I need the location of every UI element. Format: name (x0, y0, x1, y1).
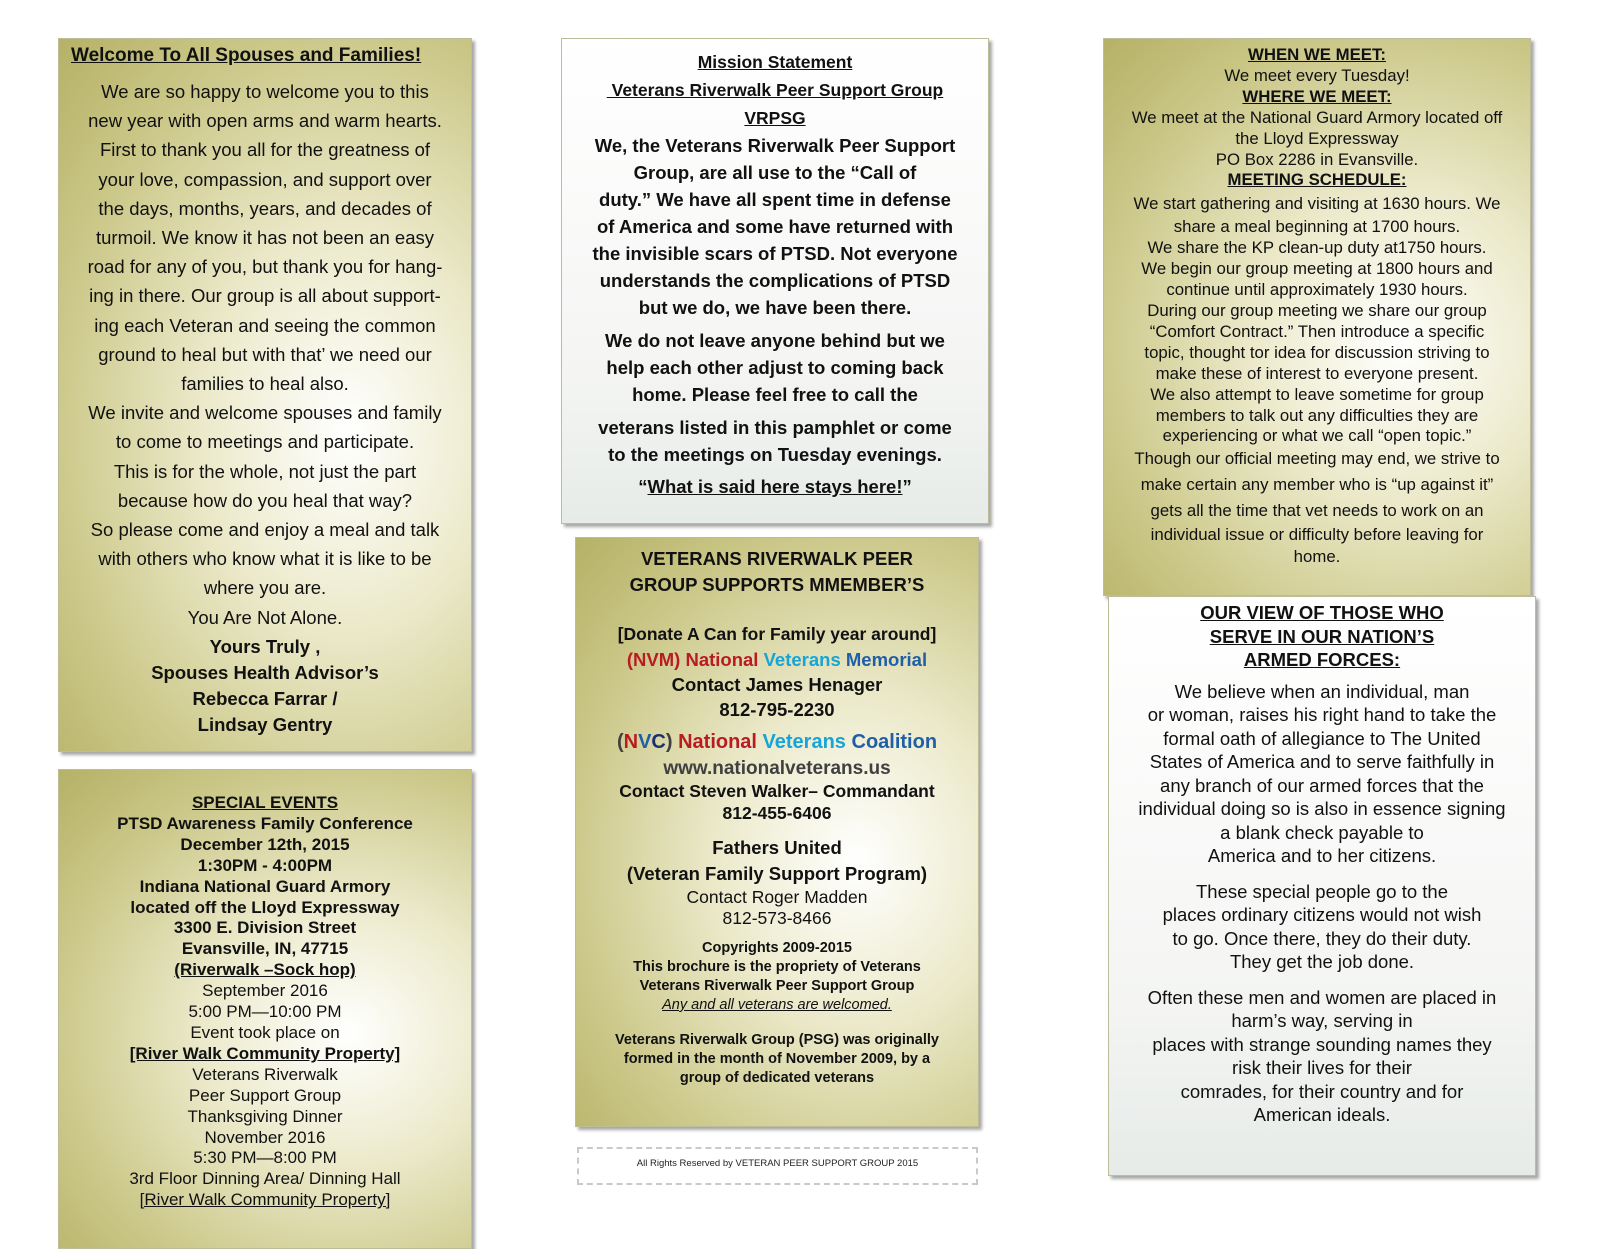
sockhop-line: 5:00 PM—10:00 PM (188, 1002, 342, 1022)
quote-text: What is said here stays here! (647, 476, 903, 497)
view-line: harm’s way, serving in (1231, 1010, 1413, 1031)
welcome-line: where you are. (203, 577, 327, 599)
welcome-line: because how do you heal that way? (117, 489, 413, 511)
nvc-letter: C (651, 731, 666, 753)
welcome-line: We are so happy to welcome you to this (101, 81, 429, 102)
view-line: America and to her citizens. (1207, 845, 1437, 866)
mission-line: home. Please feel free to call the (632, 384, 918, 405)
schedule-title: MEETING SCHEDULE: (1227, 170, 1407, 190)
when-text: We meet every Tuesday! (1224, 65, 1410, 85)
signature-line: Lindsay Gentry (197, 713, 333, 735)
fathers-subtitle: (Veteran Family Support Program) (626, 863, 928, 884)
view-line: a blank check payable to (1220, 821, 1424, 843)
dinner-line: 3rd Floor Dinning Area/ Dinning Hall (129, 1169, 401, 1189)
signature-line: Rebecca Farrar / (192, 687, 338, 709)
propriety-line: Veterans Riverwalk Peer Support Group (639, 978, 915, 994)
nvc-letter: V (638, 731, 652, 753)
view-line: places with strange sounding names they (1152, 1033, 1492, 1055)
dinner-line: November 2016 (204, 1127, 326, 1147)
nvm-word: National (680, 649, 759, 670)
schedule-line: individual issue or difficulty before leaving for (1150, 525, 1484, 545)
formed-line: Veterans Riverwalk Group (PSG) was originally (615, 1032, 939, 1048)
welcome-signature (67, 634, 463, 738)
nvm-word: Memorial (840, 649, 928, 670)
welcome-panel (58, 38, 472, 752)
group-supports-panel (575, 537, 979, 1127)
view-title: OUR VIEW OF THOSE WHO (1200, 602, 1444, 623)
nvc-heading (582, 728, 972, 756)
welcomed-line: Any and all veterans are welcomed. (662, 997, 892, 1013)
fathers-contact: Contact Roger Madden (686, 887, 868, 907)
sockhop-title: (Riverwalk –Sock hop) (174, 960, 356, 980)
where-line: We meet at the National Guard Armory located off (1131, 107, 1503, 127)
mission-line: understands the complications of PTSD (599, 270, 951, 291)
nvc-contact: Contact Steven Walker– Commandant (619, 781, 935, 801)
conference-line: Indiana National Guard Armory (139, 876, 391, 896)
view-line: to go. Once there, they do their duty. (1172, 927, 1472, 949)
view-line: or woman, raises his right hand to take the (1147, 704, 1497, 725)
nvm-word: Veterans (758, 649, 841, 670)
special-events-panel (58, 769, 472, 1249)
schedule-line: topic, thought tor idea for discussion striving to (1144, 342, 1490, 362)
schedule-line: gets all the time that vet needs to work on an (1150, 501, 1484, 521)
conference-line: PTSD Awareness Family Conference (117, 813, 413, 833)
nvm-heading (582, 647, 972, 672)
rights-footer (577, 1147, 978, 1185)
nvc-word: National (672, 731, 757, 753)
dinner-line: Peer Support Group (188, 1085, 342, 1105)
welcome-line: ground to heal but with that’ we need our (98, 343, 432, 365)
supports-title: GROUP SUPPORTS MMEMBER’S (629, 574, 925, 595)
supports-title: VETERANS RIVERWALK PEER (640, 548, 914, 569)
conference-line: 3300 E. Division Street (173, 918, 357, 938)
schedule-line: We start gathering and visiting at 1630 hours. We (1133, 194, 1501, 214)
mission-abbr: VRPSG (744, 108, 806, 128)
view-line: individual doing so is also in essence signing (1138, 798, 1506, 819)
fathers-title: Fathers United (712, 837, 842, 858)
nvc-word: Veterans (756, 731, 846, 753)
sockhop-place: [River Walk Community Property] (129, 1043, 401, 1063)
welcome-line: ing in there. Our group is all about support- (89, 285, 441, 307)
conference-line: December 12th, 2015 (180, 834, 350, 854)
view-line: We believe when an individual, man (1174, 680, 1470, 702)
welcome-body (67, 77, 463, 632)
nvc-letter: N (623, 731, 639, 753)
dinner-line: 5:30 PM—8:00 PM (193, 1148, 337, 1168)
copyright: Copyrights 2009-2015 (702, 940, 852, 956)
nvc-word: Coalition (845, 731, 938, 753)
schedule-line: We begin our group meeting at 1800 hours and (1141, 259, 1493, 279)
conference-line: located off the Lloyd Expressway (130, 897, 400, 917)
meeting-info-panel (1103, 38, 1531, 596)
view-line: American ideals. (1253, 1104, 1391, 1125)
formed-line: formed in the month of November 2009, by a (623, 1051, 931, 1067)
view-line: places ordinary citizens would not wish (1162, 904, 1482, 925)
welcome-line: families to heal also. (181, 373, 349, 395)
view-line: risk their lives for their (1232, 1057, 1412, 1078)
welcome-line: to come to meetings and participate. (115, 431, 415, 453)
schedule-line: Though our official meeting may end, we strive to (1134, 449, 1500, 469)
mission-line: duty.” We have all spent time in defense (599, 189, 951, 210)
formed-line: group of dedicated veterans (679, 1070, 875, 1086)
mission-line: of America and some have returned with (596, 216, 954, 237)
welcome-line: ing each Veteran and seeing the common (94, 314, 436, 336)
signature-line: Spouses Health Advisor’s (151, 661, 379, 683)
schedule-line: make certain any member who is “up against it” (1140, 475, 1494, 495)
our-view-panel (1108, 596, 1536, 1176)
welcome-line: You Are Not Alone. (187, 606, 343, 628)
mission-title: Mission Statement (697, 52, 853, 72)
view-line: comrades, for their country and for (1180, 1080, 1464, 1102)
dinner-place: [River Walk Community Property] (139, 1190, 391, 1210)
propriety-line: This brochure is the propriety of Veterans (633, 959, 921, 975)
nvc-paren: ( (616, 731, 624, 753)
mission-line: veterans listed in this pamphlet or come (598, 417, 952, 438)
mission-quote (570, 473, 980, 500)
mission-line: but we do, we have been there. (638, 297, 912, 318)
mission-line: help each other adjust to coming back (606, 357, 944, 378)
nvm-abbr: (NVM) (626, 649, 681, 670)
donate-line: [Donate A Can for Family year around] (617, 624, 937, 644)
mission-line: to the meetings on Tuesday evenings. (608, 444, 942, 465)
quote-close: ” (902, 476, 912, 497)
schedule-line: experiencing or what we call “open topic.” (1162, 426, 1472, 446)
events-title: SPECIAL EVENTS (191, 793, 339, 812)
where-line: the Lloyd Expressway (1235, 128, 1399, 148)
schedule-line: share a meal beginning at 1700 hours. (1173, 217, 1461, 237)
view-line: States of America and to serve faithfully in (1149, 751, 1495, 772)
conference-line: 1:30PM - 4:00PM (197, 855, 333, 875)
signature-line: Yours Truly , (209, 635, 321, 657)
view-line: These special people go to the (1196, 880, 1448, 902)
mission-line: Group, are all use to the “Call of (633, 162, 917, 183)
dinner-line: Veterans Riverwalk (192, 1064, 338, 1084)
schedule-line: home. (1293, 547, 1341, 567)
view-title: ARMED FORCES: (1243, 649, 1401, 670)
conference-line: Evansville, IN, 47715 (181, 939, 349, 959)
mission-line: We, the Veterans Riverwalk Peer Support (594, 135, 956, 156)
welcome-line: turmoil. We know it has not been an easy (96, 227, 434, 249)
sockhop-line: Event took place on (190, 1022, 340, 1042)
mission-paragraph-1 (570, 132, 980, 321)
view-line: They get the job done. (1229, 951, 1415, 972)
sockhop-line: September 2016 (202, 981, 328, 1001)
where-title: WHERE WE MEET: (1242, 86, 1392, 106)
nvm-contact: Contact James Henager (671, 674, 883, 695)
where-line: PO Box 2286 in Evansville. (1215, 149, 1419, 169)
mission-line: the invisible scars of PTSD. Not everyone (592, 243, 958, 264)
schedule-line: We also attempt to leave sometime for group (1150, 384, 1484, 404)
view-line: formal oath of allegiance to The United (1163, 727, 1481, 749)
schedule-line: make these of interest to everyone present. (1155, 363, 1479, 383)
view-line: any branch of our armed forces that the (1160, 774, 1484, 796)
welcome-line: road for any of you, but thank you for hang- (87, 256, 443, 278)
schedule-line: members to talk out any difficulties they are (1155, 405, 1479, 425)
fathers-phone: 812-573-8466 (722, 908, 832, 928)
when-title: WHEN WE MEET: (1248, 45, 1386, 64)
view-title: SERVE IN OUR NATION’S (1209, 625, 1435, 647)
nvm-phone: 812-795-2230 (719, 699, 835, 720)
website-link[interactable]: www.nationalveterans.us (663, 758, 891, 779)
welcome-line: First to thank you all for the greatness of (99, 139, 431, 161)
schedule-line: During our group meeting we share our group (1147, 300, 1487, 320)
welcome-title: Welcome To All Spouses and Families! (71, 45, 422, 66)
nvc-paren: ) (665, 731, 673, 753)
welcome-line: new year with open arms and warm hearts. (88, 110, 442, 132)
welcome-line: This is for the whole, not just the part (113, 460, 417, 482)
view-line: Often these men and women are placed in (1147, 986, 1497, 1008)
welcome-line: We invite and welcome spouses and family (88, 402, 442, 424)
mission-paragraph-2 (570, 327, 980, 468)
welcome-line: with others who know what it is like to be (98, 548, 432, 570)
schedule-line: “Comfort Contract.” Then introduce a specific (1149, 321, 1485, 341)
rights-text: All Rights Reserved by VETERAN PEER SUPPORT GROUP 2015 (636, 1158, 919, 1169)
dinner-line: Thanksgiving Dinner (187, 1106, 343, 1126)
welcome-line: your love, compassion, and support over (98, 168, 432, 190)
schedule-line: continue until approximately 1930 hours. (1166, 280, 1468, 300)
mission-line: We do not leave anyone behind but we (605, 330, 945, 351)
welcome-line: the days, months, years, and decades of (98, 197, 432, 219)
quote-open: “ (638, 476, 648, 497)
nvc-phone: 812-455-6406 (722, 803, 832, 823)
mission-group-name: Veterans Riverwalk Peer Support Group (606, 80, 944, 100)
welcome-line: So please come and enjoy a meal and talk (90, 519, 440, 541)
schedule-line: We share the KP clean-up duty at1750 hours. (1147, 238, 1487, 258)
mission-statement-panel (561, 38, 989, 524)
